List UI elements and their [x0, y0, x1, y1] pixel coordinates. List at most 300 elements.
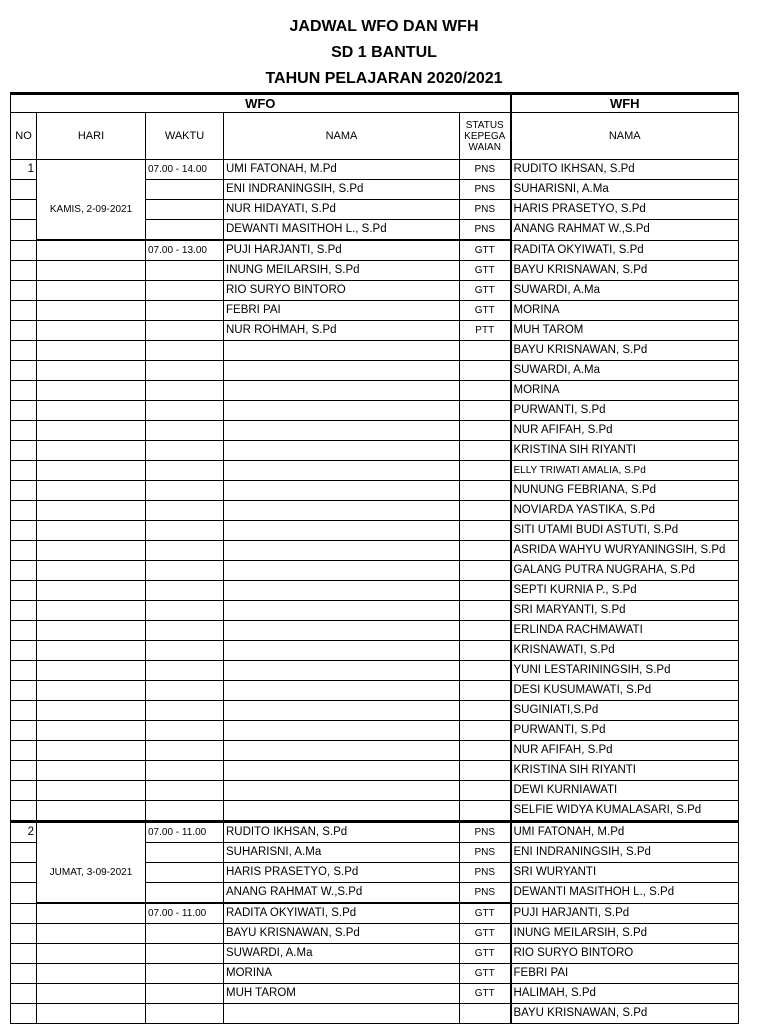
row-no: [11, 301, 37, 321]
row-nama: UMI FATONAH, M.Pd: [224, 160, 460, 180]
row-status: [460, 601, 511, 621]
header-row-columns: [11, 113, 739, 160]
row-no: [11, 401, 37, 421]
row-waktu: [146, 761, 224, 781]
row-nama: [224, 661, 460, 681]
row-hari: [37, 1004, 146, 1024]
row-waktu: [146, 964, 224, 984]
row-hari: [37, 401, 146, 421]
col-status-header: [460, 113, 511, 160]
row-wfh-nama: SRI MARYANTI, S.Pd: [511, 601, 739, 621]
table-row: [11, 561, 739, 581]
table-row: [11, 180, 739, 200]
row-no: [11, 721, 37, 741]
row-no: [11, 661, 37, 681]
row-nama: DEWANTI MASITHOH L., S.Pd: [224, 220, 460, 241]
row-nama: ANANG RAHMAT W.,S.Pd: [224, 883, 460, 904]
table-row: [11, 1004, 739, 1024]
row-waktu: [146, 801, 224, 822]
row-waktu: [146, 180, 224, 200]
row-nama: [224, 521, 460, 541]
row-waktu: [146, 441, 224, 461]
table-row: [11, 401, 739, 421]
row-waktu: [146, 944, 224, 964]
row-no: [11, 220, 37, 241]
row-hari: [37, 964, 146, 984]
row-wfh-nama: NUR AFIFAH, S.Pd: [511, 421, 739, 441]
row-wfh-nama: RUDITO IKHSAN, S.Pd: [511, 160, 739, 180]
row-wfh-nama: BAYU KRISNAWAN, S.Pd: [511, 341, 739, 361]
row-no: [11, 321, 37, 341]
row-wfh-nama: GALANG PUTRA NUGRAHA, S.Pd: [511, 561, 739, 581]
row-waktu: 07.00 - 11.00: [146, 822, 224, 843]
row-waktu: [146, 984, 224, 1004]
row-status: [460, 581, 511, 601]
row-hari: [37, 721, 146, 741]
row-hari: [37, 843, 146, 863]
row-no: [11, 801, 37, 822]
row-waktu: [146, 521, 224, 541]
row-status: PNS: [460, 220, 511, 241]
row-hari: [37, 261, 146, 281]
row-waktu: [146, 220, 224, 241]
row-no: [11, 441, 37, 461]
table-row: [11, 944, 739, 964]
row-waktu: [146, 681, 224, 701]
row-nama: RIO SURYO BINTORO: [224, 281, 460, 301]
table-row: [11, 301, 739, 321]
row-no: [11, 701, 37, 721]
table-row: [11, 681, 739, 701]
row-no: [11, 281, 37, 301]
row-status: [460, 1004, 511, 1024]
row-status: PNS: [460, 843, 511, 863]
row-hari: [37, 541, 146, 561]
row-no: [11, 341, 37, 361]
row-no: [11, 681, 37, 701]
row-nama: BAYU KRISNAWAN, S.Pd: [224, 924, 460, 944]
table-row: [11, 883, 739, 904]
row-waktu: [146, 200, 224, 220]
table-row: [11, 200, 739, 220]
row-waktu: [146, 381, 224, 401]
row-wfh-nama: BAYU KRISNAWAN, S.Pd: [511, 261, 739, 281]
row-waktu: [146, 924, 224, 944]
row-wfh-nama: PUJI HARJANTI, S.Pd: [511, 903, 739, 924]
row-waktu: [146, 341, 224, 361]
table-row: [11, 521, 739, 541]
row-waktu: [146, 721, 224, 741]
row-wfh-nama: NOVIARDA YASTIKA, S.Pd: [511, 501, 739, 521]
row-nama: MORINA: [224, 964, 460, 984]
row-status: [460, 501, 511, 521]
row-waktu: [146, 601, 224, 621]
row-no: [11, 180, 37, 200]
row-no: [11, 621, 37, 641]
row-waktu: [146, 741, 224, 761]
status-line-1: STATUS: [465, 119, 504, 131]
row-status: [460, 401, 511, 421]
row-nama: [224, 681, 460, 701]
row-wfh-nama: SRI WURYANTI: [511, 863, 739, 883]
row-hari: [37, 180, 146, 200]
row-hari: [37, 421, 146, 441]
row-hari: [37, 581, 146, 601]
row-nama: FEBRI PAI: [224, 301, 460, 321]
schedule-body: [11, 94, 739, 1024]
table-row: [11, 461, 739, 481]
row-nama: [224, 601, 460, 621]
row-status: [460, 641, 511, 661]
row-nama: [224, 641, 460, 661]
row-nama: [224, 701, 460, 721]
row-waktu: [146, 321, 224, 341]
row-no: [11, 541, 37, 561]
row-hari: [37, 741, 146, 761]
row-waktu: 07.00 - 14.00: [146, 160, 224, 180]
row-status: [460, 341, 511, 361]
row-status: PNS: [460, 180, 511, 200]
row-hari: [37, 441, 146, 461]
row-hari: [37, 481, 146, 501]
row-wfh-nama: SUHARISNI, A.Ma: [511, 180, 739, 200]
table-row: [11, 321, 739, 341]
row-wfh-nama: PURWANTI, S.Pd: [511, 401, 739, 421]
row-wfh-nama: MUH TAROM: [511, 321, 739, 341]
row-no: [11, 240, 37, 261]
row-wfh-nama: INUNG MEILARSIH, S.Pd: [511, 924, 739, 944]
row-status: [460, 621, 511, 641]
row-waktu: [146, 281, 224, 301]
table-row: [11, 781, 739, 801]
row-wfh-nama: SELFIE WIDYA KUMALASARI, S.Pd: [511, 801, 739, 822]
row-no: [11, 781, 37, 801]
row-no: [11, 843, 37, 863]
row-nama: [224, 361, 460, 381]
row-status: [460, 521, 511, 541]
row-wfh-nama: DEWI KURNIAWATI: [511, 781, 739, 801]
row-waktu: [146, 843, 224, 863]
row-no: 1: [11, 160, 37, 180]
table-row: [11, 220, 739, 241]
table-row: [11, 701, 739, 721]
table-row: [11, 801, 739, 822]
row-hari: [37, 381, 146, 401]
row-wfh-nama: DEWANTI MASITHOH L., S.Pd: [511, 883, 739, 904]
row-nama: RADITA OKYIWATI, S.Pd: [224, 903, 460, 924]
table-row: [11, 641, 739, 661]
table-row: [11, 581, 739, 601]
row-wfh-nama: FEBRI PAI: [511, 964, 739, 984]
row-status: [460, 741, 511, 761]
row-wfh-nama: NUR AFIFAH, S.Pd: [511, 741, 739, 761]
row-hari: [37, 561, 146, 581]
row-wfh-nama: KRISNAWATI, S.Pd: [511, 641, 739, 661]
table-row: [11, 341, 739, 361]
row-hari: [37, 781, 146, 801]
row-status: GTT: [460, 281, 511, 301]
row-status: [460, 461, 511, 481]
row-nama: RUDITO IKHSAN, S.Pd: [224, 822, 460, 843]
row-no: [11, 361, 37, 381]
row-waktu: [146, 261, 224, 281]
row-status: [460, 361, 511, 381]
row-hari: [37, 321, 146, 341]
row-status: [460, 421, 511, 441]
row-wfh-nama: SEPTI KURNIA P., S.Pd: [511, 581, 739, 601]
row-no: [11, 481, 37, 501]
header-row-top: [11, 94, 739, 113]
row-nama: [224, 421, 460, 441]
row-status: [460, 661, 511, 681]
row-hari: [37, 681, 146, 701]
row-hari: [37, 341, 146, 361]
row-nama: [224, 781, 460, 801]
row-waktu: [146, 301, 224, 321]
row-no: [11, 984, 37, 1004]
title-line-1: JADWAL WFO DAN WFH: [289, 18, 479, 35]
table-row: [11, 261, 739, 281]
row-hari: [37, 240, 146, 261]
table-row: [11, 381, 739, 401]
table-row: [11, 361, 739, 381]
row-no: [11, 863, 37, 883]
row-no: [11, 421, 37, 441]
row-nama: SUHARISNI, A.Ma: [224, 843, 460, 863]
table-row: [11, 903, 739, 924]
row-status: [460, 481, 511, 501]
row-wfh-nama: KRISTINA SIH RIYANTI: [511, 761, 739, 781]
row-no: [11, 381, 37, 401]
row-waktu: [146, 661, 224, 681]
row-waktu: 07.00 - 11.00: [146, 903, 224, 924]
row-nama: [224, 801, 460, 822]
row-hari: [37, 822, 146, 843]
row-wfh-nama: HALIMAH, S.Pd: [511, 984, 739, 1004]
status-line-2: KEPEGA: [464, 130, 506, 142]
row-no: [11, 581, 37, 601]
row-hari: [37, 521, 146, 541]
row-no: [11, 501, 37, 521]
table-row: [11, 924, 739, 944]
row-status: PNS: [460, 200, 511, 220]
row-status: GTT: [460, 944, 511, 964]
row-status: [460, 541, 511, 561]
row-wfh-nama: HARIS PRASETYO, S.Pd: [511, 200, 739, 220]
row-waktu: [146, 421, 224, 441]
table-row: [11, 843, 739, 863]
row-waktu: [146, 561, 224, 581]
row-nama: [224, 761, 460, 781]
row-waktu: [146, 621, 224, 641]
row-no: [11, 761, 37, 781]
row-status: [460, 561, 511, 581]
row-waktu: [146, 501, 224, 521]
row-nama: [224, 341, 460, 361]
row-status: PNS: [460, 822, 511, 843]
row-nama: NUR HIDAYATI, S.Pd: [224, 200, 460, 220]
table-row: [11, 822, 739, 843]
table-row: [11, 964, 739, 984]
row-status: GTT: [460, 984, 511, 1004]
row-waktu: [146, 541, 224, 561]
row-hari: [37, 220, 146, 241]
table-row: [11, 481, 739, 501]
row-hari: [37, 601, 146, 621]
row-no: [11, 561, 37, 581]
row-waktu: [146, 1004, 224, 1024]
row-nama: [224, 441, 460, 461]
wfo-header: WFO: [11, 94, 511, 113]
row-status: [460, 801, 511, 822]
row-nama: MUH TAROM: [224, 984, 460, 1004]
row-wfh-nama: YUNI LESTARININGSIH, S.Pd: [511, 661, 739, 681]
row-status: [460, 381, 511, 401]
row-status: GTT: [460, 924, 511, 944]
row-hari: [37, 761, 146, 781]
table-row: [11, 601, 739, 621]
row-wfh-nama: NUNUNG FEBRIANA, S.Pd: [511, 481, 739, 501]
table-row: [11, 863, 739, 883]
row-nama: [224, 561, 460, 581]
row-wfh-nama: RIO SURYO BINTORO: [511, 944, 739, 964]
row-no: [11, 461, 37, 481]
row-nama: [224, 461, 460, 481]
table-row: [11, 441, 739, 461]
row-status: PNS: [460, 863, 511, 883]
row-wfh-nama: BAYU KRISNAWAN, S.Pd: [511, 1004, 739, 1024]
table-row: [11, 240, 739, 261]
row-hari: [37, 160, 146, 180]
col-no-header: NO: [11, 113, 37, 160]
row-waktu: [146, 701, 224, 721]
row-wfh-nama: SUWARDI, A.Ma: [511, 281, 739, 301]
row-no: 2: [11, 822, 37, 843]
row-nama: [224, 401, 460, 421]
row-status: GTT: [460, 964, 511, 984]
col-nama-wfh-header: NAMA: [511, 113, 739, 160]
row-no: [11, 641, 37, 661]
row-hari: [37, 903, 146, 924]
row-hari: [37, 883, 146, 904]
row-status: [460, 721, 511, 741]
row-hari: [37, 944, 146, 964]
row-no: [11, 903, 37, 924]
row-wfh-nama: ASRIDA WAHYU WURYANINGSIH, S.Pd: [511, 541, 739, 561]
row-wfh-nama: ANANG RAHMAT W.,S.Pd: [511, 220, 739, 241]
row-hari: [37, 661, 146, 681]
schedule-table: [10, 92, 739, 1024]
row-no: [11, 1004, 37, 1024]
row-wfh-nama: KRISTINA SIH RIYANTI: [511, 441, 739, 461]
status-line-3: WAIAN: [468, 141, 501, 153]
row-waktu: [146, 863, 224, 883]
row-nama: [224, 501, 460, 521]
col-waktu-header: WAKTU: [146, 113, 224, 160]
table-row: [11, 160, 739, 180]
title-line-3: TAHUN PELAJARAN 2020/2021: [265, 70, 503, 87]
row-status: [460, 781, 511, 801]
row-no: [11, 964, 37, 984]
row-wfh-nama: UMI FATONAH, M.Pd: [511, 822, 739, 843]
row-nama: PUJI HARJANTI, S.Pd: [224, 240, 460, 261]
col-nama-header: NAMA: [224, 113, 460, 160]
row-waktu: [146, 641, 224, 661]
row-wfh-nama: ERLINDA RACHMAWATI: [511, 621, 739, 641]
row-wfh-nama: MORINA: [511, 381, 739, 401]
row-nama: [224, 581, 460, 601]
row-status: GTT: [460, 240, 511, 261]
table-row: [11, 741, 739, 761]
row-nama: [224, 541, 460, 561]
row-no: [11, 261, 37, 281]
row-nama: INUNG MEILARSIH, S.Pd: [224, 261, 460, 281]
col-hari-header: HARI: [37, 113, 146, 160]
row-nama: [224, 721, 460, 741]
row-hari: KAMIS, 2-09-2021: [37, 200, 146, 220]
row-hari: [37, 641, 146, 661]
row-wfh-nama: ELLY TRIWATI AMALIA, S.Pd: [511, 461, 739, 481]
row-waktu: [146, 401, 224, 421]
row-wfh-nama: MORINA: [511, 301, 739, 321]
row-status: [460, 761, 511, 781]
row-status: PNS: [460, 160, 511, 180]
row-no: [11, 883, 37, 904]
row-no: [11, 924, 37, 944]
row-nama: [224, 741, 460, 761]
row-nama: [224, 1004, 460, 1024]
row-waktu: [146, 883, 224, 904]
table-row: [11, 421, 739, 441]
row-wfh-nama: RADITA OKYIWATI, S.Pd: [511, 240, 739, 261]
table-row: [11, 761, 739, 781]
row-status: [460, 441, 511, 461]
row-hari: JUMAT, 3-09-2021: [37, 863, 146, 883]
row-waktu: [146, 481, 224, 501]
row-status: GTT: [460, 903, 511, 924]
row-hari: [37, 501, 146, 521]
table-row: [11, 984, 739, 1004]
row-hari: [37, 301, 146, 321]
table-row: [11, 661, 739, 681]
row-nama: SUWARDI, A.Ma: [224, 944, 460, 964]
row-no: [11, 944, 37, 964]
row-hari: [37, 924, 146, 944]
row-nama: [224, 381, 460, 401]
row-status: PTT: [460, 321, 511, 341]
row-status: GTT: [460, 301, 511, 321]
row-hari: [37, 281, 146, 301]
row-status: [460, 681, 511, 701]
row-nama: [224, 621, 460, 641]
row-hari: [37, 984, 146, 1004]
row-status: GTT: [460, 261, 511, 281]
row-wfh-nama: SUWARDI, A.Ma: [511, 361, 739, 381]
wfh-header: WFH: [511, 94, 739, 113]
row-no: [11, 200, 37, 220]
row-waktu: 07.00 - 13.00: [146, 240, 224, 261]
row-hari: [37, 461, 146, 481]
table-row: [11, 621, 739, 641]
row-wfh-nama: SITI UTAMI BUDI ASTUTI, S.Pd: [511, 521, 739, 541]
row-nama: HARIS PRASETYO, S.Pd: [224, 863, 460, 883]
row-nama: [224, 481, 460, 501]
row-wfh-nama: DESI KUSUMAWATI, S.Pd: [511, 681, 739, 701]
row-hari: [37, 361, 146, 381]
row-nama: NUR ROHMAH, S.Pd: [224, 321, 460, 341]
row-wfh-nama: SUGINIATI,S.Pd: [511, 701, 739, 721]
row-waktu: [146, 581, 224, 601]
